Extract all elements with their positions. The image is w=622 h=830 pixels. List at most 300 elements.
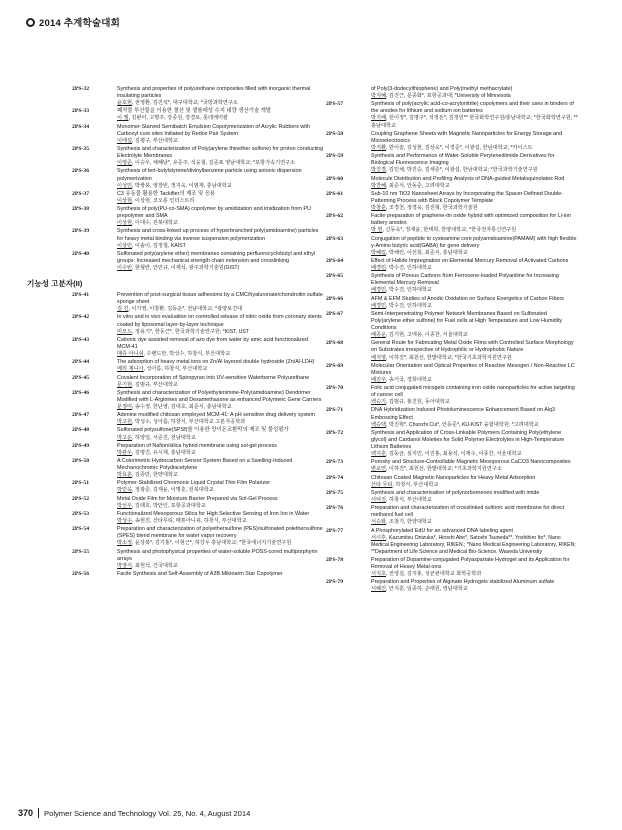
entry-body	[371, 213, 578, 234]
program-columns	[27, 86, 606, 800]
entry-body	[117, 251, 324, 272]
entry-authors	[371, 287, 578, 294]
entry-code: 2PS-62	[326, 213, 344, 220]
entry-authors	[117, 518, 324, 525]
program-entry	[326, 213, 578, 234]
entry-title: Sub-10 nm TiO2 Nanosheet Arrays by Incorporating the Spacer-Defined Double-Patterning Process with Block Copolymer Template	[371, 190, 564, 204]
program-entry	[326, 131, 578, 152]
program-entry	[72, 124, 324, 145]
entry-authors	[117, 198, 324, 205]
entry-authors	[371, 227, 578, 234]
coauthors-affiliation: , 김종만, 한양대학교	[132, 472, 178, 479]
entry-body	[371, 236, 578, 257]
entry-code: 2PS-65	[326, 273, 344, 280]
coauthors-affiliation: , 전영실, 김지홍, 성균관대학교 화학공학과	[386, 571, 482, 578]
entry-code: 2PS-75	[326, 489, 344, 496]
coauthors-affiliation: , 송기국, 경희대학교	[386, 376, 432, 383]
presenter-name: 이수빈	[117, 265, 133, 271]
entry-body	[117, 168, 324, 189]
entry-title: AFM & EFM Studies of Anodic Oxidation on Surface Energetics of Carbon Fibers	[371, 295, 564, 302]
entry-body	[117, 228, 324, 249]
entry-title: Molecule Distribution and Profiling Analysis of DNA-guided Metaloquinolates Rod	[371, 175, 565, 182]
coauthors-affiliation: , 현형란, 안민규, 이재석, 광주과학기술원(GIST)	[132, 265, 240, 271]
entry-authors	[117, 487, 324, 494]
program-entry	[326, 273, 578, 294]
presenter-name: 박고운	[117, 434, 133, 441]
program-entry	[72, 480, 324, 494]
coauthors-affiliation: , 최현석, 건국대학교	[132, 562, 178, 569]
entry-body	[117, 496, 324, 510]
program-entry	[72, 314, 324, 335]
presenter-name: 서덕진	[371, 496, 387, 503]
coauthors-affiliation: , 조경천, 정경욱, 김진혁, 한국과학기술원	[386, 204, 478, 211]
entry-code: 2PS-51	[72, 480, 90, 487]
entry-body	[117, 86, 324, 107]
program-entry	[326, 407, 578, 428]
entry-code: 2PS-43	[72, 336, 90, 343]
program-entry	[326, 505, 578, 526]
presenter-name: 박지혜	[371, 93, 387, 100]
coauthors-affiliation: , 김범규, 홍진원, 동아대학교	[386, 399, 450, 406]
coauthors-affiliation: , 허양일, 서준진, 전남대학교	[132, 434, 196, 441]
entry-body	[117, 108, 324, 122]
program-entry	[72, 443, 324, 457]
entry-code: 2PS-68	[326, 340, 344, 347]
entry-title: Synthesis and characterization of Poly(arylene thioether sulfone) for proton conducting Electrolyte Membranes	[117, 146, 324, 160]
entry-code: 2PS-35	[72, 146, 90, 153]
entry-code: 2PS-44	[72, 359, 90, 366]
entry-code: 2PS-64	[326, 257, 344, 264]
entry-authors	[371, 535, 578, 556]
entry-title: of Poly(3-dodecylthiophene) and Poly(methyl methacrylate)	[371, 86, 513, 92]
presenter-name: 매쥬 아니쉬	[117, 351, 144, 358]
entry-code: 2PS-77	[326, 527, 344, 534]
program-entry	[72, 146, 324, 167]
entry-authors	[371, 167, 578, 174]
presenter-name: 박찬혜	[371, 182, 387, 189]
entry-authors	[371, 205, 578, 212]
entry-title: Adenine modified chitosan employed MCM-41: A pH sensitive drug delivery system	[117, 412, 316, 419]
program-entry	[326, 191, 578, 212]
entry-title: Porosity and Structure-Controllable Magnetic Mesoporous CaCO3 Nanocomposites	[371, 459, 571, 466]
entry-body	[117, 124, 324, 145]
coauthors-affiliation: , 이하진*, 최원선, 한밭대학교; *기초과학지원연구소	[386, 466, 502, 473]
coauthors-affiliation: , 김범규, 부산대학교	[132, 381, 178, 388]
entry-title: Synthesis and properties of polyurethane composites filled with inorganic thermal insulating particles	[117, 86, 311, 100]
entry-code: 2PS-49	[72, 442, 90, 449]
presenter-name: 이태섭	[117, 137, 133, 144]
entry-code: 2PS-66	[326, 295, 344, 302]
presenter-name: 메리 제니사	[117, 366, 144, 373]
coauthors-affiliation: , 하창식, 부산대학교	[392, 481, 439, 488]
entry-title: Facile Synthesis and Self-Assembly of A3B Miktoarm Star Copolymer	[117, 570, 283, 577]
entry-code: 2PS-36	[72, 168, 90, 175]
entry-authors	[371, 332, 578, 339]
program-entry	[326, 176, 578, 190]
entry-title: Cationic dye assisted removal of azo dye from water by amic acid functionalized MCM-41	[117, 336, 308, 350]
program-entry	[72, 412, 324, 426]
presenter-name: 배경민	[371, 287, 387, 294]
program-entry	[326, 385, 578, 406]
entry-code: 2PS-39	[72, 228, 90, 235]
page-number: 370	[18, 808, 34, 818]
program-entry	[326, 86, 578, 100]
entry-title: In vitro and in vivo evaluation on controlled release of nitric oxide from coronary stents coated by liposomal layer-by-layer technique	[117, 314, 322, 328]
entry-authors	[117, 404, 324, 411]
presenter-name: 배경민	[371, 302, 387, 309]
entry-title: Prevention of post-surgical tissue adhesions by a CMC/hyaluronate/chondroitin sulfate sponge sheet	[117, 292, 323, 306]
entry-authors	[117, 243, 324, 250]
program-entry	[72, 511, 324, 525]
entry-title: Preparation and characterization of crosslinked sulfonic acid membrane for direct methanol fuel cell	[371, 505, 565, 519]
entry-code	[326, 86, 371, 100]
entry-authors	[117, 329, 324, 336]
entry-code: 2PS-48	[72, 427, 90, 434]
entry-body	[371, 363, 578, 384]
entry-authors	[117, 306, 324, 313]
presenter-name: 배종운	[371, 332, 387, 339]
coauthors-affiliation: , 안지훈, 임종하, 손태원, 영남대학교	[386, 586, 468, 593]
program-entry	[72, 292, 324, 313]
entry-authors	[371, 451, 578, 458]
page-footer	[18, 808, 250, 818]
presenter-name: 배지영	[371, 354, 387, 361]
entry-body	[371, 475, 578, 489]
entry-code: 2PS-72	[326, 429, 344, 436]
coauthors-affiliation: , 이솔이, 김정철, KAIST	[132, 242, 186, 249]
entry-body	[117, 191, 324, 205]
entry-authors	[371, 303, 578, 310]
coauthors-affiliation: , 조창기, 한양대학교	[386, 519, 432, 526]
presenter-name: 서시후	[371, 534, 387, 541]
entry-code: 2PS-58	[326, 130, 344, 137]
presenter-name: 박소정	[117, 540, 133, 547]
coauthors-affiliation: , 최준식, 안동준, 고려대학교	[386, 182, 450, 189]
presenter-name: 이상현	[117, 220, 133, 227]
entry-authors	[371, 183, 578, 190]
entry-code: 2PS-33	[72, 108, 90, 115]
entry-title: The adsorption of heavy metal ions on Zn/Al layered double hydroxide (Zn/Al-LDH)	[117, 359, 315, 366]
entry-title: Sulfonated polysulfone(SPSf)를 이용한 양이온교환막의 제조 및 물성평가	[117, 427, 289, 434]
program-entry	[72, 191, 324, 205]
coauthors-affiliation: , Kazumitsu Onizuka*, Hiroshi Abe*, Satoshi Tsuneda**, Yoshihiro Ito*, Nano Medical Engineering Laboratory, RIKEN.; *Nano Medical Engineering Laboratory, RIKEN; **Department of Life Science and Medical Bio-Science, Waseda University	[371, 534, 576, 555]
entry-title: C3 유동물 활용한 Tackifier의 제조 및 응용	[117, 190, 216, 197]
coauthors-affiliation: , 신동욱*, 정재윤, 한태희, 한양대학교; *한국전자통신연구원	[382, 227, 517, 234]
entry-body	[117, 511, 324, 525]
entry-body	[371, 505, 578, 526]
entry-body	[117, 427, 324, 441]
coauthors-affiliation: , 한이슬, 김성현, 김상욱*, 이경준*, 이광섭, 한남대학교; *카이스트	[386, 144, 533, 151]
entry-code: 2PS-42	[72, 314, 90, 321]
program-entry	[326, 459, 578, 473]
entry-authors	[371, 377, 578, 384]
coauthors-affiliation: , 권영환, 김진석*, 대구대학교; *국방과학연구소	[132, 100, 238, 107]
presenter-name: 이상현	[117, 197, 133, 204]
entry-title: Monomer-Starved Semibatch Emulsion Copolymerization of Acrylic Rubbers with Carboxyl cure sites Initiated by Redox Pair System	[117, 123, 310, 137]
entry-title: Molecular Orientation and Optical Properties of Reactive Mesogen / Non-Reactive LC Mixtures	[371, 362, 575, 376]
entry-authors	[117, 160, 324, 167]
entry-body	[117, 314, 324, 335]
entry-authors	[117, 220, 324, 227]
left-column	[27, 86, 324, 579]
presenter-name: 박지환	[371, 144, 387, 151]
entry-authors	[117, 183, 324, 190]
entry-authors	[117, 450, 324, 457]
program-entry	[72, 86, 324, 107]
entry-code: 2PS-57	[326, 101, 344, 108]
presenter-name: 문기현	[117, 381, 133, 388]
program-entry	[72, 168, 324, 189]
entry-body	[371, 340, 578, 361]
entry-title: Synthesis and Performance of Water-Soluble Perylenediimide Derivatives for Biological Fluorescence Imaging	[371, 153, 555, 167]
entry-authors	[117, 115, 324, 122]
entry-title: Synthesis of tert-butylstyrene/divinylbenzene particle using anionic dispersion polymerization	[117, 168, 302, 182]
entry-authors	[371, 422, 578, 429]
program-entry	[326, 311, 578, 339]
entry-title: Synthesis and cross-linked up process of hyperbranched poly(amidoamine) particles for heavy metal binding via inverse suspension polymerization	[117, 228, 319, 242]
entry-authors	[117, 472, 324, 479]
entry-authors	[117, 419, 324, 426]
coauthors-affiliation: , 김래호, 박안인, 포항공과대학교	[132, 502, 206, 509]
coauthors-affiliation: , 이승우, 채혜남*, 유준주, 석웅철, 김준표 영남대학교; *포항가속기연구소	[132, 160, 296, 167]
program-entry	[72, 526, 324, 547]
entry-title: Conjugation of peptide to cysteamine core polyamidoamine(PAMAM) with high flexible γ-Amino butyric acid(GABA) for gene delivery	[371, 235, 577, 249]
entry-title: Polymer-Stabilized Chromonic Liquid Crystal Thin Film Polarizer	[117, 480, 270, 487]
presenter-name: 문정미	[117, 403, 133, 410]
program-entry	[72, 496, 324, 510]
coauthors-affiliation: , 이기영, 이창환, 김동운*, 전남대학교; *광양보건대	[128, 306, 243, 313]
presenter-name: 박선우	[117, 502, 133, 509]
program-entry	[72, 390, 324, 411]
entry-code: 2PS-54	[72, 526, 90, 533]
program-entry	[72, 359, 324, 373]
entry-code: 2PS-37	[72, 190, 90, 197]
entry-body	[371, 311, 578, 339]
entry-authors	[371, 115, 578, 129]
entry-authors	[371, 482, 578, 489]
entry-body	[117, 390, 324, 411]
entry-authors	[117, 351, 324, 358]
entry-code: 2PS-71	[326, 407, 344, 414]
entry-title: Synthesis of Porous Carbons from Ferrocene-loaded Polyaniline for Increasing Elemental Mercury Removal	[371, 273, 559, 287]
entry-title: Functionalized Mesoporous Silica for High Selective Sensing of Iron Ion in Water	[117, 510, 310, 517]
entry-body	[371, 176, 578, 190]
coauthors-affiliation: , 박쌍붕, 영장빈, 정지욱, 이범재, 충남대학교	[132, 182, 232, 189]
program-entry	[326, 490, 578, 504]
entry-code: 2PS-56	[72, 570, 90, 577]
entry-title: Sulfonated poly(arylene ether) membranes containing perfluorocyclobutyl and ethyl groups: Increased mechanical strength chain extension and crosslinking	[117, 250, 316, 264]
program-entry	[326, 475, 578, 489]
entry-body	[371, 101, 578, 129]
coauthors-affiliation: , 송수정, 한난영, 김대호, 최준식, 충남대학교	[132, 403, 232, 410]
program-entry	[326, 258, 578, 272]
ring-bullet-icon	[26, 18, 35, 27]
program-entry	[72, 571, 324, 578]
entry-body	[371, 153, 578, 174]
program-entry	[72, 228, 324, 249]
entry-code: 2PS-69	[326, 362, 344, 369]
entry-code: 2PS-45	[72, 374, 90, 381]
entry-code: 2PS-63	[326, 235, 344, 242]
entry-title: A Phosphorylated EdU for an advanced DNA labeling agent	[371, 527, 514, 534]
entry-title: Covalent Incorporation of Spiropyran into UV-sensitive Waterborne Polyurethane	[117, 374, 310, 381]
entry-authors	[371, 466, 578, 473]
entry-body	[371, 579, 578, 593]
entry-title: Folic acid conjugated micogels containing iron oxide nanoparticles for active targeting of cancer cell	[371, 385, 575, 399]
entry-body	[371, 407, 578, 428]
program-entry	[72, 206, 324, 227]
presenter-name: 이 엘	[117, 115, 129, 122]
coauthors-affiliation: , 김명진, 유시재, 충남대학교	[132, 449, 196, 456]
presenter-name: 서승화	[371, 519, 387, 526]
presenter-name: 미모드	[117, 328, 133, 335]
entry-title: Preparation of Dopamine-conjugated Polyaspartate Hydrogel and its Application for Removal of Heavy Metal-ions	[371, 556, 570, 571]
presenter-name: 백지훈	[371, 451, 387, 458]
entry-code: 2PS-53	[72, 510, 90, 517]
entry-authors	[371, 571, 578, 578]
entry-code: 2PS-41	[72, 292, 90, 299]
entry-code: 2PS-79	[326, 579, 344, 586]
entry-code: 2PS-60	[326, 175, 344, 182]
entry-title: Synthesis and characterization of Polyethylenimine-Poly(amidoamine) Dendrimer Modified with L-Arginines and Dexamethasone as enhanced Polymeric Gene Carriers	[117, 389, 322, 403]
entry-authors	[371, 519, 578, 526]
entry-body	[117, 206, 324, 227]
entry-code: 2PS-73	[326, 459, 344, 466]
entry-title: Preparation and Properties of Alginate Hydrogels stabilized Aluminum sulfate	[371, 579, 555, 586]
coauthors-affiliation: , 이하진*, 최원선, 한밭대학교; *한국기초과학지원연구원	[386, 354, 512, 361]
entry-authors	[117, 366, 324, 373]
program-entry	[326, 557, 578, 578]
entry-authors	[371, 145, 578, 152]
entry-body	[117, 443, 324, 457]
entry-title: Coupling Graphene Sheets with Magnetic Nanoparticles for Energy Storage and Microelectronics	[371, 130, 563, 144]
presenter-name: 박창훈	[371, 204, 387, 211]
entry-body	[371, 430, 578, 458]
entry-authors	[371, 586, 578, 593]
footer-divider	[0, 803, 622, 804]
entry-body	[117, 412, 324, 426]
entry-body	[371, 86, 578, 100]
entry-title: Preparation and characterization of polyethersulfone (PES)/sulfonated polethersulfone (SPES) blend membrane for water vapor recovery	[117, 526, 323, 540]
entry-authors	[117, 100, 324, 107]
entry-authors	[371, 93, 578, 100]
entry-body	[371, 131, 578, 152]
presenter-name: 배진우	[371, 376, 387, 383]
entry-body	[117, 337, 324, 358]
presenter-name: 산타 무티	[371, 481, 393, 488]
entry-code: 2PS-38	[72, 206, 90, 213]
coauthors-affiliation: , 박해린, 이선희, 최준식, 충남대학교	[386, 249, 468, 256]
entry-title: Facile preparation of graphene-tin oxide hybrid with optimized composition for Li-ion battery anodes	[371, 213, 571, 227]
presenter-name: 박고원	[117, 419, 133, 426]
program-entry	[326, 296, 578, 310]
entry-body	[117, 292, 324, 313]
entry-body	[117, 458, 324, 479]
entry-code: 2PS-50	[72, 458, 90, 464]
entry-title: Effect of Halide Impregnation on Elemental Mercury Removal of Activated Carbons	[371, 257, 569, 264]
coauthors-affiliation: , 정용기*, 한동근*, 한국과학기술연구원; *KIST, UST	[132, 328, 250, 335]
presenter-name: 윤호현	[117, 100, 133, 107]
program-entry	[72, 458, 324, 479]
entry-body	[371, 273, 578, 294]
entry-authors	[371, 355, 578, 362]
right-column	[326, 86, 578, 595]
program-entry	[326, 153, 578, 174]
entry-authors	[117, 435, 324, 442]
coauthors-affiliation: , 송현진, 산타무티, 매튜아니쉬, 하창식, 부산대학교	[132, 518, 247, 525]
page-header	[26, 15, 120, 29]
presenter-name: 박혜림	[371, 249, 387, 256]
entry-body	[371, 385, 578, 406]
entry-authors	[371, 497, 578, 504]
footer-separator	[38, 808, 39, 818]
entry-body	[371, 459, 578, 473]
presenter-name: 서혜진	[371, 586, 387, 593]
entry-authors	[117, 138, 324, 145]
entry-title: DNA Hybridization Induced Photoluminescence Enhancement Based on Alq3 Embossing Effect	[371, 407, 555, 421]
presenter-name: 이성민	[117, 182, 133, 189]
program-entry	[72, 549, 324, 570]
entry-title: Metal Oxide Film for Moisture Barrier Prepared via Sol-Gel Process	[117, 495, 278, 502]
section-heading: 기능성 고분자(II)	[27, 279, 83, 289]
program-entry	[72, 251, 324, 272]
presenter-name: 김 진	[117, 306, 129, 313]
program-entry	[326, 340, 578, 361]
presenter-name: 박영식	[117, 562, 133, 569]
coauthors-affiliation: , 이대수, 전북대학교	[132, 220, 178, 227]
program-entry	[326, 430, 578, 458]
program-entry	[326, 101, 578, 129]
program-entry	[72, 108, 324, 122]
entry-body	[117, 526, 324, 547]
entry-code: 2PS-74	[326, 474, 344, 481]
entry-code: 2PS-76	[326, 505, 344, 512]
coauthors-affiliation: , 하창식, 부산대학교	[386, 496, 432, 503]
program-entry	[72, 337, 324, 358]
presenter-name: 변교연	[371, 466, 387, 473]
entry-code: 2PS-70	[326, 385, 344, 392]
presenter-name: 백승택	[371, 421, 387, 428]
entry-body	[117, 571, 324, 578]
entry-title: Synthesis of poly(acrylic acid-co-acrylonitrile) copolymers and their uses in binders of the anodes for lithium and sodium ion batteries	[371, 101, 574, 115]
program-entry	[326, 528, 578, 556]
coauthors-affiliation: , 박수진, 인하대학교	[386, 287, 432, 294]
coauthors-affiliation: , 김동균, 심지민, 이진홍, 최용석, 이재수, 이종찬, 서울대학교	[386, 451, 522, 458]
journal-citation: Polymer Science and Technology Vol. 25, No. 4, August 2014	[44, 808, 251, 818]
entry-title: A Colorimetric Hydrocarbon Sensor System Based on a Swelling-Induced Mechanochromic Polydiacetylene	[117, 458, 293, 472]
entry-body	[371, 528, 578, 556]
coauthors-affiliation: , 김완이, 고명주, 강종원, 강경보, 롯데케미칼	[128, 115, 229, 122]
entry-code: 2PS-52	[72, 495, 90, 502]
entry-title: Synthesis of poly(PU-co-SMA) copolymer by amidization and imidization from PU prepolymer and SMA	[117, 206, 311, 220]
coauthors-affiliation: , 박성수, 성아름, 하창식, 부산대학교 고분자공학과	[132, 419, 246, 426]
entry-code: 2PS-32	[72, 86, 90, 92]
entry-title: Semi-Interpenetrating Polymer Network Membranes Based on Sulfonated Poly(arylene ether sulfone) for Fuel cells at High Temperature and Low Humidity Conditions	[371, 310, 563, 332]
entry-authors	[371, 265, 578, 272]
presenter-name: 박민욱	[117, 487, 133, 494]
program-entry	[326, 579, 578, 593]
coauthors-affiliation: , 김평구, 부산대학교	[132, 137, 178, 144]
entry-body	[371, 191, 578, 212]
program-entry	[326, 363, 578, 384]
entry-authors	[117, 382, 324, 389]
entry-title: Synthesis and photophysical properties of water-soluble POSS-cored multiporphyrin arrays	[117, 548, 318, 562]
entry-authors	[117, 503, 324, 510]
program-entry	[72, 427, 324, 441]
entry-body	[117, 146, 324, 167]
entry-title: Preparation of Nafion/silica hybrid membrane using sol-gel process	[117, 442, 278, 449]
coauthors-affiliation: , 김기현, 고태용, 이종찬, 서울대학교	[386, 332, 468, 339]
